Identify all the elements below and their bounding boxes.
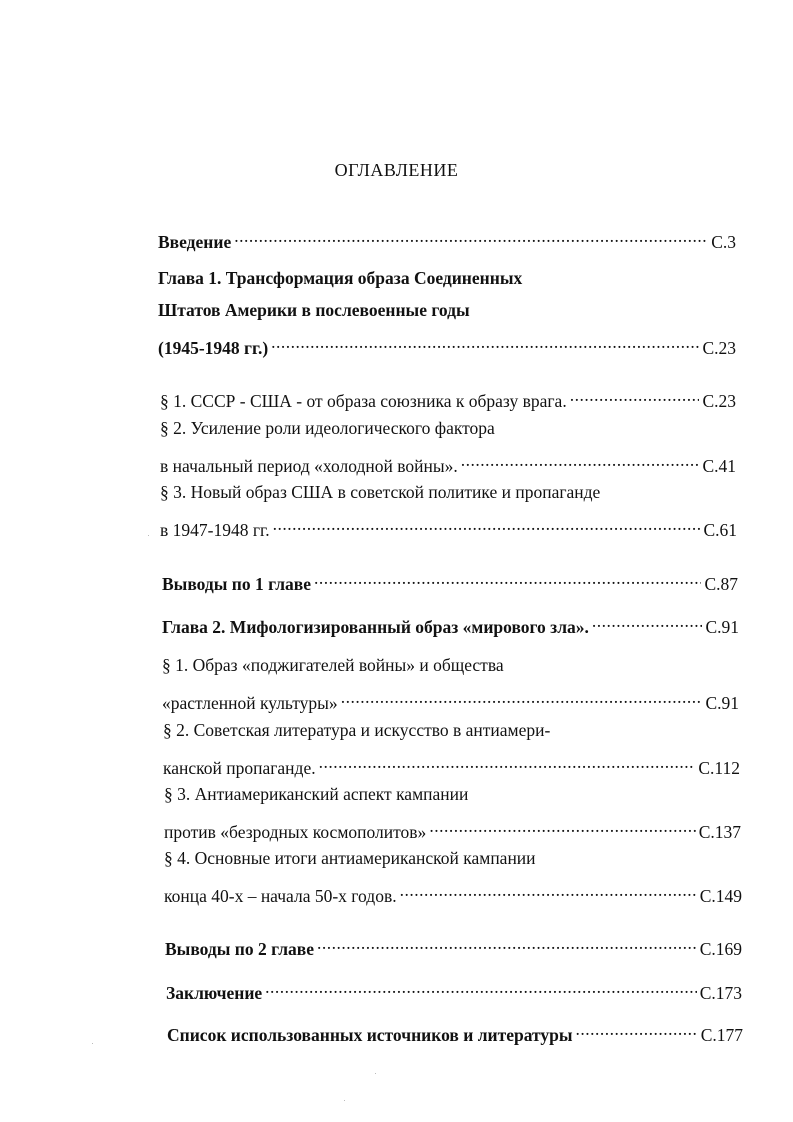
toc-ch1-section3-line2 (160, 512, 737, 540)
section-text: против «безродных космополитов» (164, 822, 427, 842)
dot-leader (461, 448, 700, 472)
toc-ch2-section4-line2 (164, 878, 742, 906)
toc-ch2-section3-line1 (164, 782, 468, 806)
toc-page-number: С.23 (702, 391, 736, 411)
toc-ch2-section4-line1 (164, 846, 536, 870)
section-text: § 2. Усиление роли идеологического фактора (160, 418, 495, 438)
scan-speck (375, 1073, 376, 1074)
toc-page-number: С.61 (703, 520, 737, 540)
toc-entry-label: Введение (158, 232, 232, 252)
toc-page-number: С.169 (699, 939, 742, 959)
toc-ch2-section2-line2 (163, 750, 740, 778)
chapter-heading-text: (1945-1948 гг.) (158, 338, 269, 358)
toc-page-number: С.112 (698, 758, 740, 778)
toc-entry-label: Список использованных источников и литературы (167, 1025, 573, 1045)
scan-speck (92, 1043, 93, 1044)
scan-speck (148, 535, 149, 536)
dot-leader (317, 931, 697, 955)
dot-leader (273, 512, 701, 536)
dot-leader (234, 224, 708, 248)
toc-entry-label: Выводы по 2 главе (165, 939, 314, 959)
toc-page-number: С.87 (704, 574, 738, 594)
toc-page-number: С.177 (700, 1025, 743, 1045)
dot-leader (576, 1017, 698, 1041)
dot-leader (319, 750, 696, 774)
toc-entry-conclusion (166, 975, 742, 1003)
dot-leader (341, 685, 703, 709)
toc-chapter1-line3 (158, 330, 736, 358)
toc-title: ОГЛАВЛЕНИЕ (334, 160, 459, 180)
dot-leader (314, 566, 701, 590)
chapter-heading-text: Штатов Америки в послевоенные годы (158, 300, 470, 320)
toc-entry-label: Заключение (166, 983, 263, 1003)
section-text: «растленной культуры» (162, 693, 338, 713)
dot-leader (570, 383, 700, 407)
toc-entry-conclusions1 (162, 566, 738, 594)
toc-ch1-section3-line1 (160, 480, 600, 504)
toc-entry-label: Выводы по 1 главе (162, 574, 311, 594)
toc-page-number: С.173 (699, 983, 742, 1003)
chapter-heading-text: Глава 1. Трансформация образа Соединенных (158, 268, 523, 288)
toc-page-number: С.3 (711, 232, 736, 252)
toc-entry-sources (167, 1017, 743, 1045)
section-text: в начальный период «холодной войны». (160, 456, 458, 476)
toc-chapter2 (162, 609, 739, 637)
section-text: § 2. Советская литература и искусство в антиамери- (163, 720, 551, 740)
toc-page-number: С.137 (698, 822, 741, 842)
toc-ch2-section1-line1 (162, 653, 504, 677)
toc-chapter1-line2 (158, 298, 470, 322)
section-text: § 3. Новый образ США в советской политике и пропаганде (160, 482, 601, 502)
toc-page-number: С.41 (702, 456, 736, 476)
toc-ch1-section2-line1 (160, 416, 495, 440)
section-text: § 4. Основные итоги антиамериканской кампании (164, 848, 536, 868)
section-text: канской пропаганде. (163, 758, 316, 778)
toc-entry-intro (158, 224, 736, 252)
toc-ch2-section1-line2 (162, 685, 739, 713)
toc-ch2-section3-line2 (164, 814, 741, 842)
toc-ch1-section2-line2 (160, 448, 736, 476)
dot-leader (265, 975, 697, 999)
toc-chapter1-line1 (158, 266, 522, 290)
toc-page-number: С.149 (699, 886, 742, 906)
dot-leader (400, 878, 697, 902)
dot-leader (592, 609, 703, 633)
section-text: § 1. СССР - США - от образа союзника к образу врага. (160, 391, 567, 411)
toc-ch1-section1 (160, 383, 736, 411)
section-text: § 3. Антиамериканский аспект кампании (164, 784, 469, 804)
toc-ch2-section2-line1 (163, 718, 550, 742)
toc-page-number: С.23 (702, 338, 736, 358)
scan-speck (344, 1100, 345, 1101)
chapter-heading-text: Глава 2. Мифологизированный образ «мирового зла». (162, 617, 589, 637)
section-text: конца 40-х – начала 50-х годов. (164, 886, 397, 906)
dot-leader (429, 814, 695, 838)
section-text: в 1947-1948 гг. (160, 520, 270, 540)
toc-page-number: С.91 (705, 693, 739, 713)
toc-page-number: С.91 (705, 617, 739, 637)
dot-leader (271, 330, 699, 354)
toc-entry-conclusions2 (165, 931, 742, 959)
section-text: § 1. Образ «поджигателей войны» и общества (162, 655, 504, 675)
